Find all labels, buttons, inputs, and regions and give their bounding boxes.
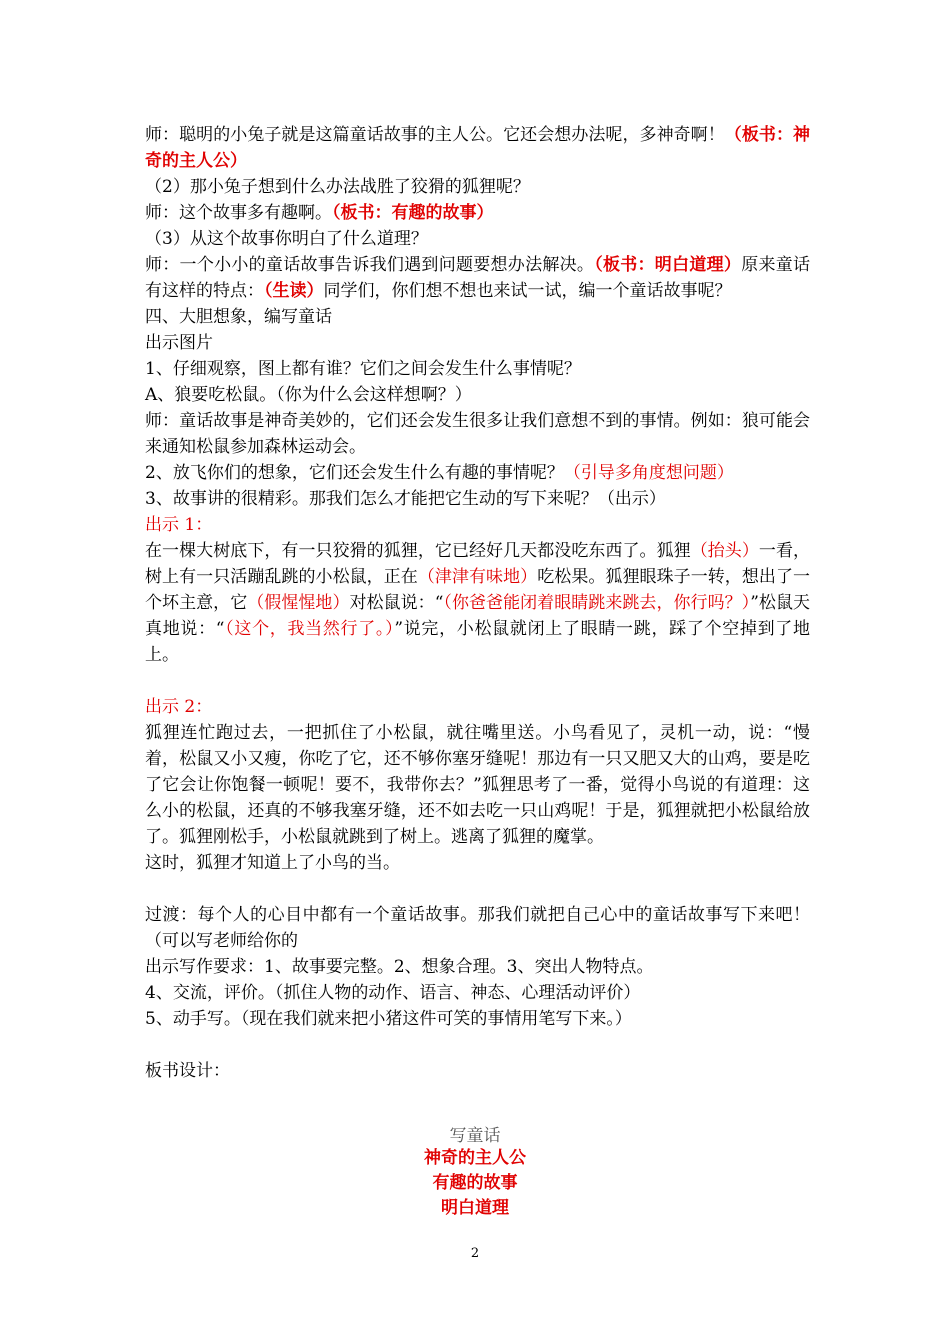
answer-a: A、狼要吃松鼠。（你为什么会这样想啊？） [145,385,472,405]
board-design-title: 写童话 [449,1126,501,1146]
document-body [145,122,810,1084]
board-note: （板书：明白道理） [594,255,742,275]
transition: 过渡：每个人的心目中都有一个童话故事。那我们就把自己心中的童话故事写下来吧！（可以写老师给你的 [145,905,810,951]
step-3: 3、故事讲的很精彩。那我们怎么才能把它生动的写下来呢？（出示） [145,489,666,509]
show-2-label: 出示 2： [145,697,213,717]
show-1-label: 出示 1： [145,515,213,535]
spacer [145,876,810,902]
step-5: 5、动手写。（现在我们就来把小猪这件可笑的事情用笔写下来。） [145,1009,632,1029]
step-2: 2、放飞你们的想象，它们还会发生什么有趣的事情呢？（引导多角度想问题） [145,463,734,483]
guide-note: （引导多角度想问题） [563,463,734,483]
question-2: （2）那小兔子想到什么办法战胜了狡猾的狐狸呢？ [145,177,530,197]
board-item: 神奇的主人公 [424,1148,526,1168]
question-3: （3）从这个故事你明白了什么道理？ [145,229,428,249]
paragraph-teacher-3: 师：一个小小的童话故事告诉我们遇到问题要想办法解决。（板书：明白道理）原来童话有这样的特点：（生读）同学们，你们想不想也来试一试，编一个童话故事呢？ [145,255,811,301]
step-1: 1、仔细观察，图上都有谁？它们之间会发生什么事情呢？ [145,359,581,379]
show-picture: 出示图片 [145,333,213,353]
board-note: （板书：神奇的主人公） [145,125,811,171]
paragraph-teacher-2: 师：这个故事多有趣啊。（板书：有趣的故事） [145,203,494,223]
spacer [145,1032,810,1058]
story-1: 在一棵大树底下，有一只狡猾的狐狸，它已经好几天都没吃东西了。狐狸（抬头）一看，树上有一只活蹦乱跳的小松鼠，正在（津津有味地）吃松果。狐狸眼珠子一转，想出了一个坏主意，它（假惺惺地）对松鼠说：“（你爸爸能闭着眼睛跳来跳去，你行吗？）”松鼠天真地说：“（这个，我当然行了。）”说完，小松鼠就闭上了眼睛一跳，踩了个空掉到了地上。 [145,541,811,665]
board-design-items [0,1146,950,1221]
page-number: 2 [470,1246,480,1261]
student-read-note: （生读） [264,281,324,301]
writing-requirements: 出示写作要求：1、故事要完整。2、想象合理。3、突出人物特点。 [145,957,654,977]
section-heading: 四、大胆想象，编写童话 [145,307,332,327]
spacer [145,668,810,694]
story-2: 狐狸连忙跑过去，一把抓住了小松鼠，就往嘴里送。小鸟看见了，灵机一动，说：“慢着，松鼠又小又瘦，你吃了它，还不够你塞牙缝呢！那边有一只又肥又大的山鸡，要是吃了它会让你饱餐一顿呢！要不，我带你去？”狐狸思考了一番，觉得小鸟说的有道理：这么小的松鼠，还真的不够我塞牙缝，还不如去吃一只山鸡呢！于是，狐狸就把小松鼠给放了。狐狸刚松手，小松鼠就跳到了树上。逃离了狐狸的魔掌。 [145,723,810,847]
story-2-end: 这时，狐狸才知道上了小鸟的当。 [145,853,400,873]
paragraph-teacher-1: 师：聪明的小兔子就是这篇童话故事的主人公。它还会想办法呢，多神奇啊！（板书：神奇的主人公） [145,125,811,171]
board-note: （板书：有趣的故事） [332,203,494,223]
step-4: 4、交流，评价。（抓住人物的动作、语言、神态、心理活动评价） [145,983,641,1003]
paragraph-teacher-4: 师：童话故事是神奇美妙的，它们还会发生很多让我们意想不到的事情。例如：狼可能会来通知松鼠参加森林运动会。 [145,411,810,457]
board-design-label: 板书设计： [145,1061,230,1081]
board-item: 明白道理 [441,1198,509,1218]
board-item: 有趣的故事 [432,1173,518,1193]
